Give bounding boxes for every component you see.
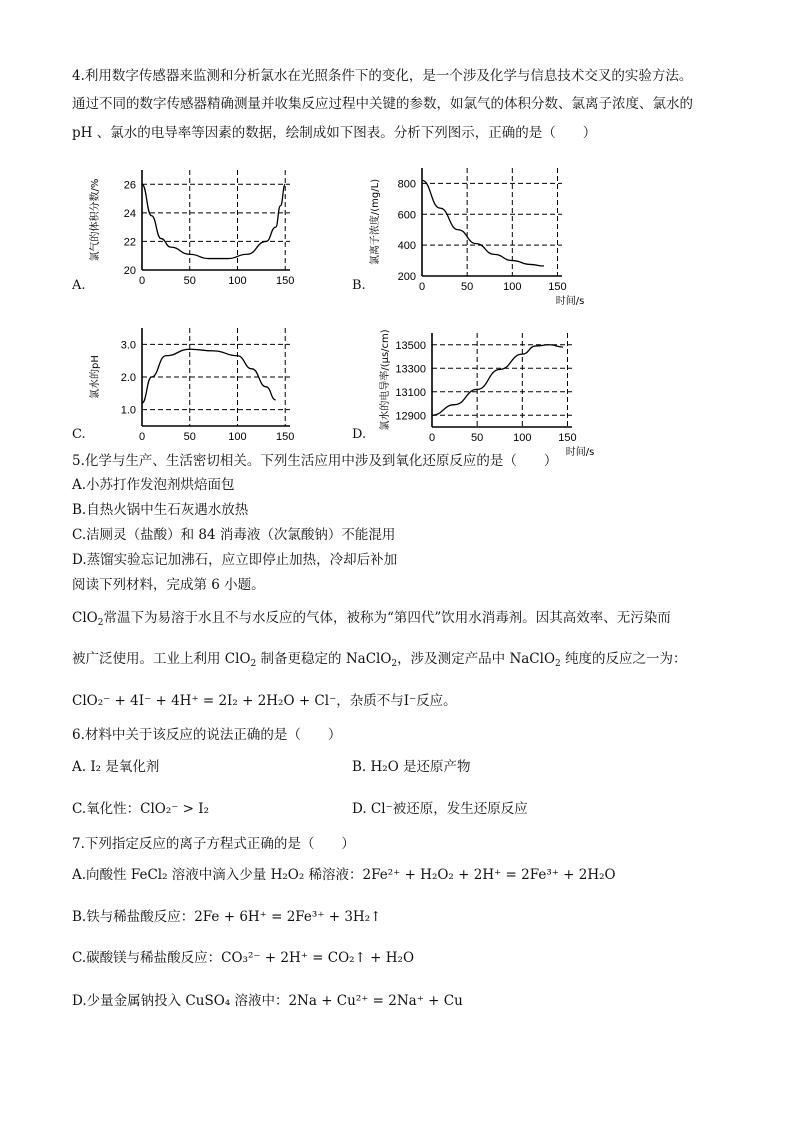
q7-option-b: B.铁与稀盐酸反应：2Fe + 6H⁺ = 2Fe³⁺ + 3H₂↑ <box>72 909 382 925</box>
q5-stem: 5.化学与生产、生活密切相关。下列生活应用中涉及到氧化还原反应的是（ ） <box>72 453 558 469</box>
x-axis-label: 时间/s <box>555 296 585 307</box>
y-tick-label: 800 <box>397 178 416 191</box>
x-tick-label: 0 <box>138 431 146 443</box>
y-tick-label: 13100 <box>395 386 426 399</box>
x-tick-label: 50 <box>471 432 484 444</box>
q6-stem: 6.材料中关于该反应的说法正确的是（ ） <box>72 727 342 743</box>
q7-option-c: C.碳酸镁与稀盐酸反应：CO₃²⁻ + 2H⁺ = CO₂↑ + H₂O <box>72 950 415 966</box>
y-tick-label: 20 <box>123 265 136 277</box>
material-line2: 被广泛使用。工业上利用 ClO$_2$ 制备更稳定的 NaClO$_2$，涉及测定产品中 NaClO$_2$ 纯度的反应之一为： <box>72 651 687 669</box>
y-axis-label: 氯气的体积分数/% <box>90 178 101 262</box>
y-tick-label: 13500 <box>395 339 426 352</box>
y-tick-label: 13300 <box>395 363 426 376</box>
x-tick-label: 50 <box>183 275 196 287</box>
y-tick-label: 2.0 <box>120 372 136 384</box>
q7-option-a: A.向酸性 FeCl₂ 溶液中滴入少量 H₂O₂ 稀溶液：2Fe²⁺ + H₂O₂ + 2H⁺ = 2Fe³⁺ + 2H₂O <box>72 867 616 883</box>
x-tick-label: 50 <box>461 281 474 293</box>
material-line1: ClO$_2$常温下为易溶于水且不与水反应的气体，被称为“第四代”饮用水消毒剂。因其高效率、无污染而 <box>72 610 671 628</box>
y-tick-label: 12900 <box>395 410 426 423</box>
x-tick-label: 0 <box>418 281 426 293</box>
q6-option-b: B. H₂O 是还原产物 <box>352 759 471 775</box>
y-tick-label: 3.0 <box>120 339 136 352</box>
q5-option-d: D.蒸馏实验忘记加沸石，应立即停止加热，冷却后补加 <box>72 552 398 568</box>
q7-option-d: D.少量金属钠投入 CuSO₄ 溶液中：2Na + Cu²⁺ = 2Na⁺ + Cu <box>72 993 463 1009</box>
y-tick-label: 1.0 <box>120 404 136 417</box>
x-tick-label: 100 <box>228 275 247 287</box>
material-equation: ClO₂⁻ + 4I⁻ + 4H⁺ = 2I₂ + 2H₂O + Cl⁻，杂质不与I⁻反应。 <box>72 693 457 709</box>
series-line <box>142 349 276 403</box>
y-axis-label: 氯离子浓度/(mg/L) <box>370 178 381 266</box>
option-b-label: B. <box>352 278 366 293</box>
chart-c <box>84 318 324 443</box>
q4-line1: 4.利用数字传感器来监测和分析氯水在光照条件下的变化，是一个涉及化学与信息技术交叉的实验方法。 <box>72 68 693 84</box>
chart-b <box>364 158 604 307</box>
x-tick-label: 50 <box>183 431 196 443</box>
x-tick-label: 150 <box>558 432 577 444</box>
y-tick-label: 600 <box>397 209 416 222</box>
x-axis-label: 时间/s <box>565 447 595 458</box>
q6-option-d: D. Cl⁻被还原，发生还原反应 <box>352 801 528 817</box>
series-line <box>432 345 563 416</box>
y-axis-label: 氯水的pH <box>90 355 101 399</box>
x-tick-label: 150 <box>276 431 295 443</box>
x-tick-label: 150 <box>276 275 295 287</box>
series-line <box>422 180 544 266</box>
y-tick-label: 26 <box>123 179 136 192</box>
option-a-label: A. <box>72 278 86 293</box>
x-tick-label: 100 <box>503 281 522 293</box>
material-intro: 阅读下列材料，完成第 6 小题。 <box>72 577 265 593</box>
y-axis-label: 氯水的电导率/(μs/cm) <box>380 329 391 431</box>
y-tick-label: 24 <box>123 207 136 220</box>
q4-line3: pH 、氯水的电导率等因素的数据，绘制成如下图表。分析下列图示，正确的是（ ） <box>72 125 597 141</box>
y-tick-label: 400 <box>397 240 416 253</box>
x-tick-label: 100 <box>513 432 532 444</box>
q5-option-a: A.小苏打作发泡剂烘焙面包 <box>72 477 235 493</box>
chart-a <box>84 160 324 295</box>
q5-option-c: C.洁厕灵（盐酸）和 84 消毒液（次氯酸钠）不能混用 <box>72 527 396 543</box>
option-c-label: C. <box>72 427 86 442</box>
y-tick-label: 22 <box>123 236 136 249</box>
q6-option-a: A. I₂ 是氧化剂 <box>72 759 160 775</box>
x-tick-label: 0 <box>428 432 436 444</box>
q7-stem: 7.下列指定反应的离子方程式正确的是（ ） <box>72 836 355 852</box>
q5-option-b: B.自热火锅中生石灰遇水放热 <box>72 502 249 518</box>
chart-d <box>364 305 604 458</box>
series-line <box>142 184 285 258</box>
y-tick-label: 200 <box>397 271 416 283</box>
x-tick-label: 0 <box>138 275 146 287</box>
x-tick-label: 100 <box>228 431 247 443</box>
x-tick-label: 150 <box>548 281 567 293</box>
q6-option-c: C.氧化性：ClO₂⁻ > I₂ <box>72 801 210 817</box>
q4-line2: 通过不同的数字传感器精确测量并收集反应过程中关键的参数，如氯气的体积分数、氯离子浓度、氯水的 <box>72 96 693 112</box>
option-d-label: D. <box>352 427 367 442</box>
